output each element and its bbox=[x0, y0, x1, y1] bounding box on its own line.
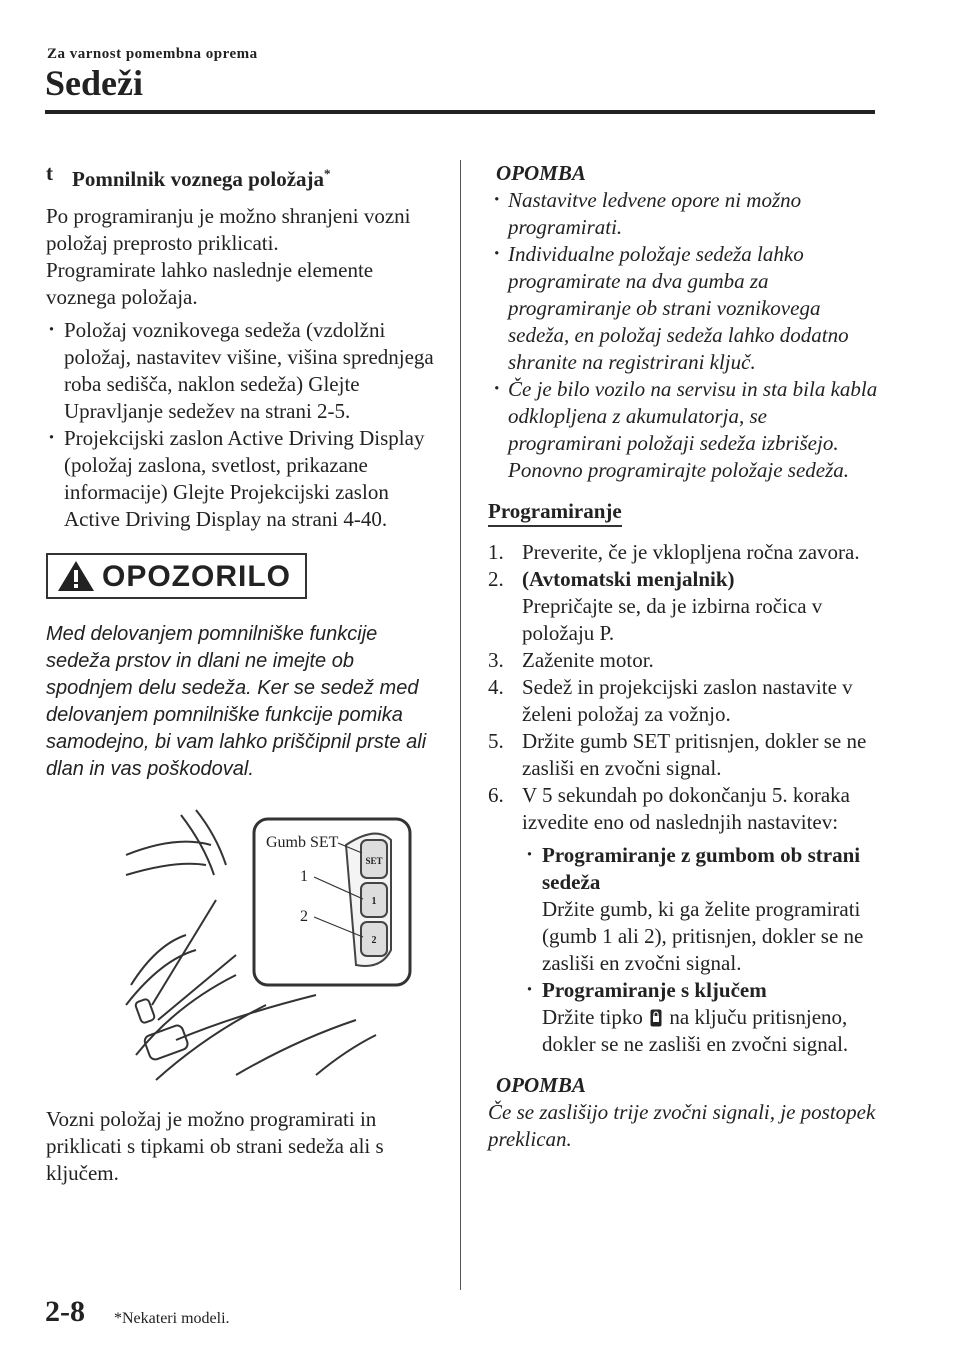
step-item: 4. Sedež in projekcijski zaslon nastavite v želeni položaj za vožnjo. bbox=[488, 675, 853, 726]
note-item: · Individualne položaje sedeža lahko programirate na dva gumba za programiranje ob strani voznikovega sedeža, en položaj sedeža lahko dodatno shranite na registrirani ključ. bbox=[488, 241, 883, 376]
note-heading: OPOMBA bbox=[496, 161, 586, 185]
note-list bbox=[488, 187, 883, 484]
step-item: 6. V 5 sekundah po dokončanju 5. koraka izvedite eno od naslednjih nastavitev: · Programiranje z gumbom ob strani sedeža Držite gumb, ki ga želite programirati (gumb 1 ali 2), pritisnjen, dokler se ne zasliši en zvočni signal. · Programiranje s ključem Držite tipko na ključu pritisnjeno, dokler se ne zasliši en zvočni signal. bbox=[488, 782, 883, 1058]
intro-paragraph-2: Programirate lahko naslednje elemente voznega položaja. bbox=[46, 258, 374, 309]
note-heading-2: OPOMBA bbox=[496, 1073, 586, 1097]
warning-banner bbox=[46, 553, 307, 599]
callout-2: 2 bbox=[300, 908, 308, 925]
left-column bbox=[46, 160, 446, 1187]
page-number: 2-8 bbox=[45, 1295, 85, 1328]
list-item: · Položaj voznikovega sedeža (vzdolžni položaj, nastavitev višine, višina sprednjega roba sedišča, naklon sedeža) Glejte Upravljanje sedežev na strani 2-5. bbox=[46, 317, 446, 425]
programmable-items-list bbox=[46, 317, 446, 533]
button-1-text: 1 bbox=[371, 896, 377, 907]
section-label: Za varnost pomembna oprema bbox=[47, 46, 258, 62]
section-marker: t bbox=[46, 161, 53, 185]
footnote-star: * bbox=[324, 166, 331, 181]
programming-methods bbox=[522, 842, 883, 1058]
step-item: 2. (Avtomatski menjalnik) Prepričajte se, da je izbirna ročica v položaju P. bbox=[488, 567, 823, 645]
column-divider bbox=[460, 160, 461, 1290]
lock-key-icon bbox=[650, 1009, 662, 1027]
right-column bbox=[488, 160, 883, 1153]
warning-label: OPOZORILO bbox=[102, 559, 291, 593]
note-2-text: Če se zaslišijo trije zvočni signali, je postopek preklican. bbox=[488, 1100, 876, 1151]
button-2-text: 2 bbox=[371, 935, 377, 946]
footnote: *Nekateri modeli. bbox=[114, 1310, 230, 1327]
step-item: 1. Preverite, če je vklopljena ročna zavora. bbox=[488, 540, 860, 564]
page-title: Sedeži bbox=[45, 63, 143, 103]
header-rule bbox=[45, 110, 875, 114]
seat-buttons-illustration bbox=[116, 805, 416, 1085]
step-item: 5. Držite gumb SET pritisnjen, dokler se ne zasliši en zvočni signal. bbox=[488, 729, 867, 780]
step-item: 3. Zaženite motor. bbox=[488, 648, 654, 672]
section-heading bbox=[46, 160, 446, 193]
programming-heading: Programiranje bbox=[488, 498, 622, 527]
list-item: · Projekcijski zaslon Active Driving Display (položaj zaslona, svetlost, prikazane informacije) Glejte Projekcijski zaslon Active Driving Display na strani 4-40. bbox=[46, 425, 446, 533]
warning-triangle-icon bbox=[56, 559, 96, 593]
closing-paragraph: Vozni položaj je možno programirati in priklicati s tipkami ob strani sedeža ali s ključem. bbox=[46, 1107, 384, 1185]
steps-list bbox=[488, 539, 883, 1058]
method-seat-button: · Programiranje z gumbom ob strani sedeža Držite gumb, ki ga želite programirati (gumb 1 ali 2), pritisnjen, dokler se ne zasliši en zvočni signal. bbox=[522, 842, 883, 977]
note-item: · Nastavitve ledvene opore ni možno programirati. bbox=[488, 187, 883, 241]
warning-text: Med delovanjem pomnilniške funkcije sedeža prstov in dlani ne imejte ob spodnjem delu sedeža. Ker se sedež med delovanjem pomnilniške funkcije pomika samodejno, bi vam lahko priščipnil prste ali dlan in vas poškodoval. bbox=[46, 623, 427, 780]
section-heading-text: Pomnilnik voznega položaja bbox=[72, 167, 325, 191]
note-item: · Če je bilo vozilo na servisu in sta bila kabla odklopljena z akumulatorja, se programirani položaji sedeža izbrišejo. Ponovno programirajte položaje sedeža. bbox=[488, 376, 883, 484]
method-key: · Programiranje s ključem Držite tipko na ključu pritisnjeno, dokler se ne zasliši en zvočni signal. bbox=[522, 977, 883, 1058]
button-set-text: SET bbox=[365, 856, 383, 866]
callout-gumb-set: Gumb SET bbox=[266, 834, 339, 851]
intro-paragraph-1: Po programiranju je možno shranjeni vozni položaj preprosto priklicati. bbox=[46, 204, 411, 255]
callout-1: 1 bbox=[300, 868, 308, 885]
